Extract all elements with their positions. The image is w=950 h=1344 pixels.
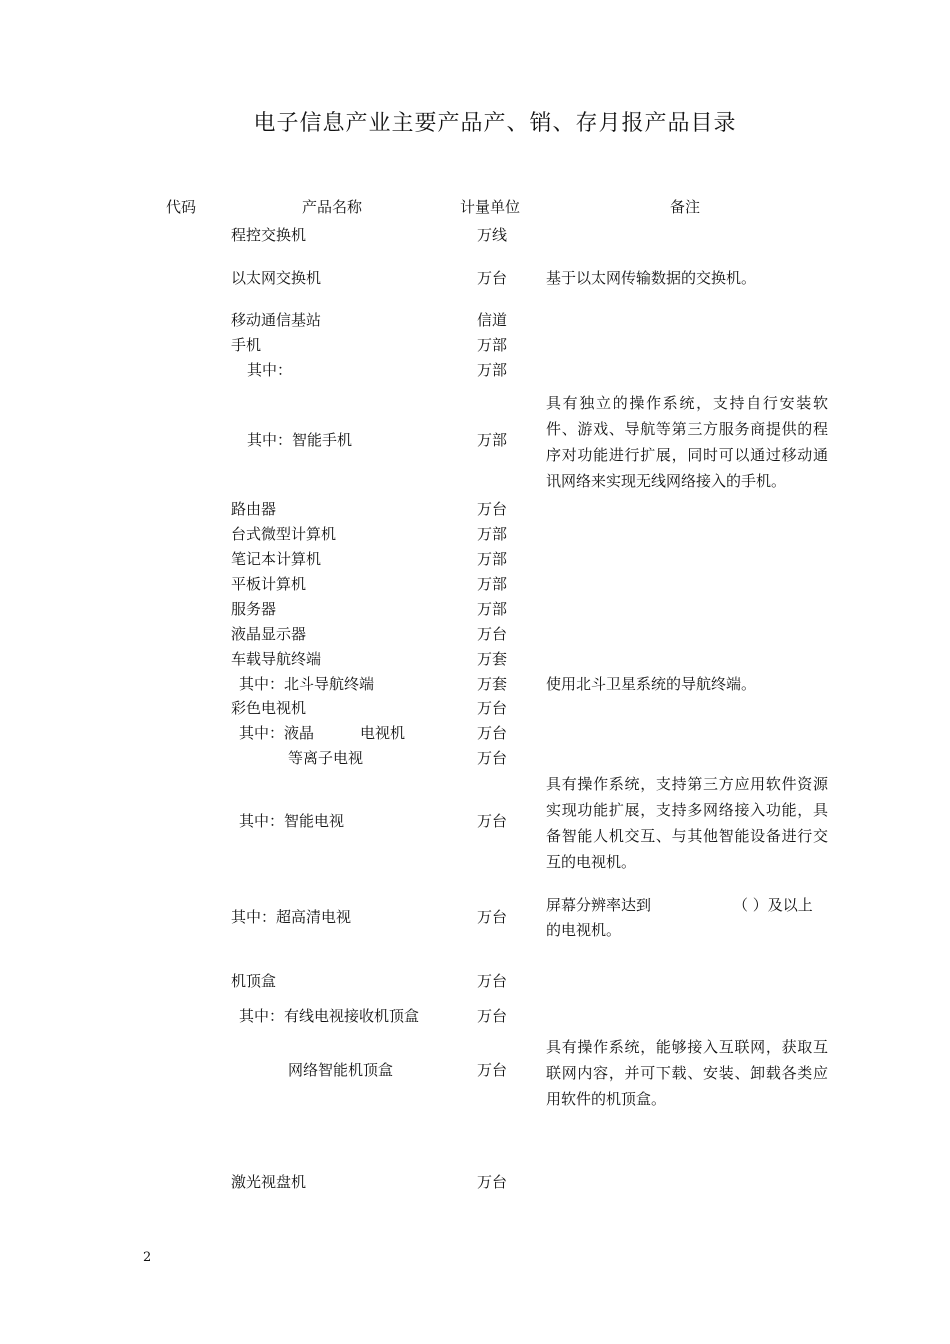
row-name: 其中：超高清电视 [231,908,352,926]
row-note: 基于以太网传输数据的交换机。 [546,269,757,287]
row-unit: 万线 [477,226,508,244]
row-note: 具有独立的操作系统，支持自行安装软件、游戏、导航等第三方服务商提供的程序对功能进行扩展，同时可以通过移动通讯网络来实现无线网络接入的手机。 [546,394,828,490]
row-name: 其中： [247,361,293,379]
row-unit: 万台 [477,1173,508,1191]
row-unit: 万部 [477,550,508,568]
row-unit: 万台 [477,500,508,518]
row-note: 具有操作系统，能够接入互联网，获取互联网内容，并可下载、安装、卸载各类应用软件的机顶盒。 [546,1038,828,1108]
row-note-continued: 的电视机。 [546,921,622,939]
row-name: 以太网交换机 [231,269,322,287]
row-unit: 万台 [477,749,508,767]
row-name: 笔记本计算机 [231,550,322,568]
header-code: 代码 [166,198,197,216]
row-name: 其中：智能手机 [247,431,353,449]
page-title: 电子信息产业主要产品产、销、存月报产品目录 [253,111,737,136]
row-unit: 万台 [477,908,508,926]
row-unit: 万台 [477,269,508,287]
row-unit: 万台 [477,724,508,742]
row-unit: 万台 [477,812,508,830]
row-name: 台式微型计算机 [231,525,337,543]
row-name: 彩色电视机 [231,699,307,717]
row-unit: 万部 [477,336,508,354]
row-name: 激光视盘机 [231,1173,307,1191]
row-unit: 万套 [477,675,508,693]
row-name: 其中：液晶 [239,724,315,742]
row-name: 手机 [231,336,262,354]
row-note: 屏幕分辨率达到 [546,896,652,914]
row-name: 平板计算机 [231,575,307,593]
row-note-suffix: （ ）及以上 [733,896,813,914]
row-note: 具有操作系统，支持第三方应用软件资源实现功能扩展，支持多网络接入功能，具备智能人机交互、与其他智能设备进行交互的电视机。 [546,775,828,871]
row-name: 机顶盒 [231,972,277,990]
row-name: 路由器 [231,500,277,518]
header-note: 备注 [670,198,701,216]
row-unit: 万台 [477,1061,508,1079]
row-unit: 万套 [477,650,508,668]
row-unit: 万部 [477,525,508,543]
row-unit: 万部 [477,361,508,379]
row-name: 其中：智能电视 [239,812,345,830]
row-note: 使用北斗卫星系统的导航终端。 [546,675,757,693]
row-name: 车载导航终端 [231,650,322,668]
row-name: 其中：北斗导航终端 [239,675,375,693]
row-unit: 万部 [477,431,508,449]
row-unit: 万台 [477,625,508,643]
row-unit: 万部 [477,600,508,618]
row-unit: 万台 [477,699,508,717]
row-name: 网络智能机顶盒 [288,1061,394,1079]
row-unit: 万台 [477,1007,508,1025]
row-name: 液晶显示器 [231,625,307,643]
row-unit: 信道 [477,311,508,329]
row-name: 移动通信基站 [231,311,322,329]
page-number: 2 [143,1250,152,1265]
row-unit: 万部 [477,575,508,593]
row-name-suffix: 电视机 [360,724,406,742]
row-unit: 万台 [477,972,508,990]
header-product-name: 产品名称 [302,198,363,216]
row-name: 程控交换机 [231,226,307,244]
row-name: 其中：有线电视接收机顶盒 [239,1007,420,1025]
row-name: 服务器 [231,600,277,618]
header-unit: 计量单位 [460,198,521,216]
row-name: 等离子电视 [288,749,364,767]
